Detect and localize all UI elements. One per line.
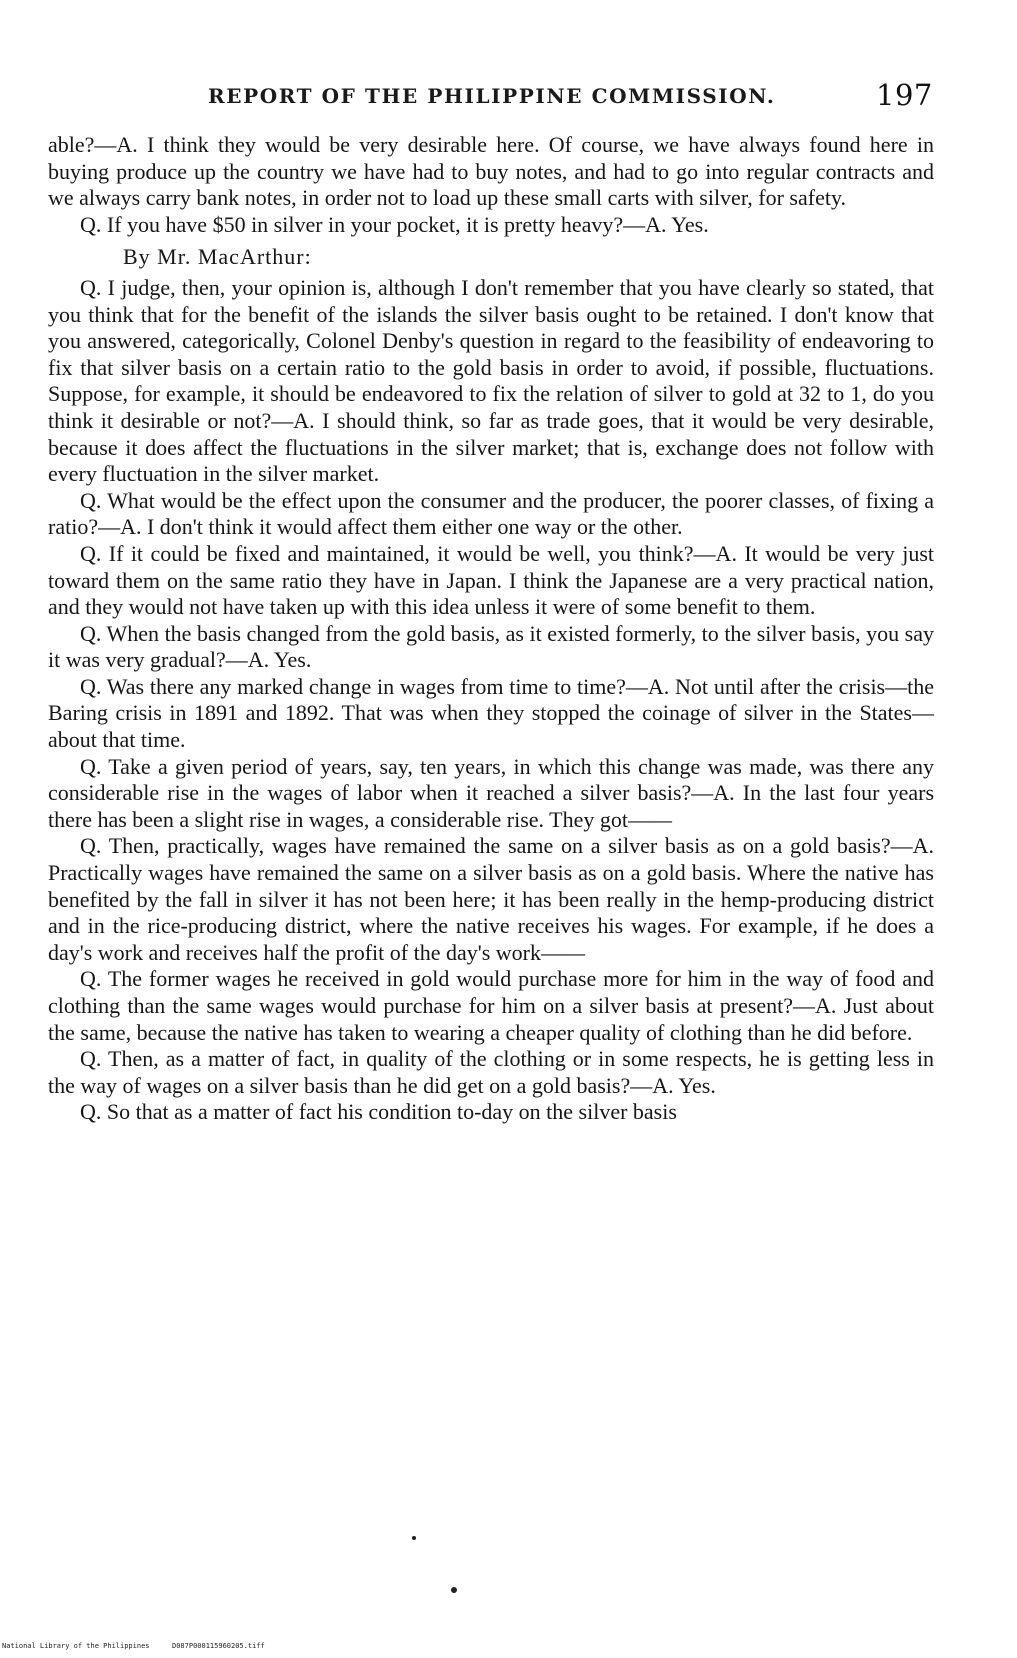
question-paragraph: Q. Then, as a matter of fact, in quality of the clothing or in some respects, he is getting less in the way of wages on a silver basis than he did get on a gold basis?—A. Yes. bbox=[48, 1046, 934, 1098]
question-paragraph: Q. I judge, then, your opinion is, although I don't remember that you have clearly so stated, that you think that for the benefit of the islands the silver basis ought to be retained. I don't know that you answered, categorically, Colonel Denby's question in regard to the feasibility of endeavoring to fix that silver basis on a certain ratio to the gold basis in order to avoid, if possible, fluctuations. Suppose, for example, it should be endeavored to fix the relation of silver to gold at 32 to 1, do you think it desirable or not?—A. I should think, so far as trade goes, that it would be very desirable, because it does affect the fluctuations in the silver market; that is, exchange does not follow with every fluctuation in the silver market. bbox=[48, 274, 934, 487]
question-paragraph: Q. Was there any marked change in wages from time to time?—A. Not until after the crisis—the Baring crisis in 1891 and 1892. That was when they stopped the coinage of silver in the States—about that time. bbox=[48, 673, 934, 753]
page-header bbox=[0, 0, 1017, 130]
footer-filename: D087P000115960205.tiff bbox=[172, 1642, 265, 1650]
question-paragraph: Q. Take a given period of years, say, ten years, in which this change was made, was there any considerable rise in the wages of labor when it reached a silver basis?—A. In the last four years there has been a slight rise in wages, a considerable rise. They got—— bbox=[48, 753, 934, 832]
question-paragraph: Q. If you have $50 in silver in your pocket, it is pretty heavy?—A. Yes. bbox=[80, 211, 709, 237]
page-number: 197 bbox=[876, 78, 933, 112]
footer-library: National Library of the Philippines bbox=[2, 1642, 150, 1650]
running-head: REPORT OF THE PHILIPPINE COMMISSION. bbox=[208, 84, 776, 108]
question-paragraph: Q. Then, practically, wages have remained the same on a silver basis as on a gold basis?—A. Practically wages have remained the same on a silver basis as on a gold basis. Where the native has benefited by the fall in silver it has not been here; it has been really in the hemp-producing district and in the rice-producing district, where the native receives his wages. For example, if he does a day's work and receives half the profit of the day's work—— bbox=[48, 833, 934, 965]
body-text bbox=[48, 132, 934, 1126]
question-paragraph: Q. If it could be fixed and maintained, it would be well, you think?—A. It would be very just toward them on the same ratio they have in Japan. I think the Japanese are a very practical nation, and they would not have taken up with this idea unless it were of some benefit to them. bbox=[48, 540, 934, 620]
question-paragraph: Q. When the basis changed from the gold basis, as it existed formerly, to the silver basis, you say it was very gradual?—A. Yes. bbox=[48, 620, 934, 673]
question-paragraph: Q. The former wages he received in gold would purchase more for him in the way of food and clothing than the same wages would purchase for him on a silver basis at present?—A. Just about the same, because the native has taken to wearing a cheaper quality of clothing than he did before. bbox=[48, 966, 934, 1045]
question-paragraph: Q. What would be the effect upon the consumer and the producer, the poorer classes, of fixing a ratio?—A. I don't think it would affect them either one way or the other. bbox=[48, 487, 934, 540]
scan-speck bbox=[451, 1587, 457, 1593]
question-paragraph: Q. So that as a matter of fact his condition to-day on the silver basis bbox=[80, 1099, 677, 1125]
paragraph-continuation: able?—A. I think they would be very desirable here. Of course, we have always found here in buying produce up the country we have had to buy notes, and had to go into regular contracts and we always carry bank notes, in order not to load up these small carts with silver, for safety. bbox=[48, 132, 934, 211]
scan-speck bbox=[412, 1536, 416, 1540]
speaker-heading: By Mr. MacArthur: bbox=[123, 244, 312, 270]
